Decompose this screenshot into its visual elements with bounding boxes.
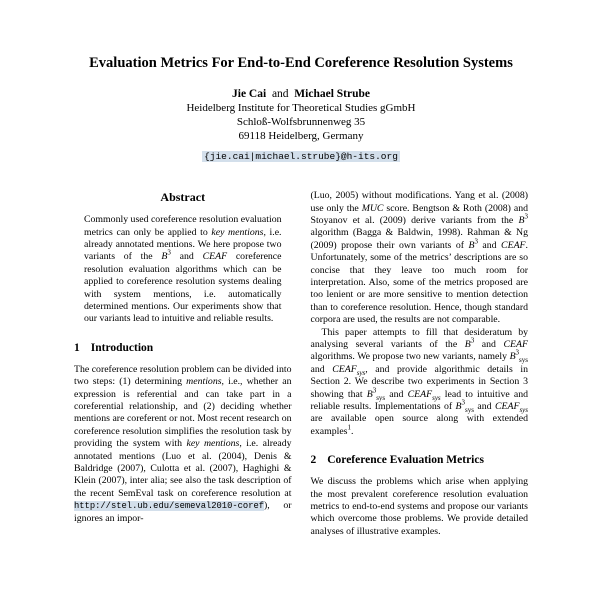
contribution-paragraph: This paper attempts to fill that desideratum by analysing several variants of the $B^3$ and CEAF algorithms. We propose two new variants, namely $B^3_{sys}$ and $CEAF_{sys}$, and provide algorithmic details in Section 2. We describe two experiments in Section 3 showing that $B^3_{sys}$ and $CEAF_{sys}$ lead to intuitive and reliable results. Implementations of $B^3_{sys}$ and $CEAF_{sys}$ are available open source along with extended examples$^1$. [310, 326, 529, 437]
paper-header [74, 54, 528, 164]
section-2-number: 2 [310, 454, 317, 467]
section-2-heading [311, 453, 529, 467]
affiliation-line-1: Heidelberg Institute for Theoretical Studies gGmbH [186, 102, 416, 115]
authors-line: Jie Cai and Michael Strube [232, 88, 370, 101]
affiliation-line-2: Schloß-Wolfsbrunnenweg 35 [236, 116, 366, 129]
email-line [74, 146, 528, 164]
paper-title: Evaluation Metrics For End-to-End Coreference Resolution Systems [89, 55, 513, 71]
affiliation-line-3: 69118 Heidelberg, Germany [238, 130, 364, 143]
abstract-text: Commonly used coreference resolution evaluation metrics can only be applied to key mentions, i.e. already annotated mentions. We here propose two variants of the $B^3$ and CEAF coreference resolution evaluation algorithms which can be applied to coreference resolution systems dealing with system mentions, i.e. automatically determined mentions. Our experiments show that our variants lead to intuitive and reliable results. [84, 214, 282, 325]
section-2-title: Coreference Evaluation Metrics [327, 454, 484, 467]
left-column [74, 190, 292, 538]
introduction-paragraph: The coreference resolution problem can be divided into two steps: (1) determining mentions, i.e., whether an expression is referential and can take part in a coreferential relationship, and (2) deciding whether mentions are coreferent or not. Most recent research on coreference resolution simplifies the resolution task by providing the system with key mentions, i.e. already annotated mentions (Luo et al. (2004), Denis & Baldridge (2007), Culotta et al. (2007), Haghighi & Klein (2007), inter alia; see also the task description of the recent SemEval task on coreference resolution at http://stel.ub.edu/semeval2010-coref), or ignores an impor- [74, 363, 292, 524]
section-1-heading [74, 341, 292, 355]
related-work-paragraph: (Luo, 2005) without modifications. Yang et al. (2008) use only the MUC score. Bengtson & Roth (2008) and Stoyanov et al. (2009) derive variants from the $B^3$ algorithm (Bagga & Baldwin, 1998). Rahman & Ng (2009) propose their own variants of $B^3$ and CEAF. Unfortunately, some of the metrics’ descriptions are so concise that they leave too much room for interpretation. Also, some of the metrics proposed are too lenient or are more sensitive to mention detection than to coreference resolution. Hence, though standard corpora are used, the results are not comparable. [310, 190, 529, 326]
semeval-url-link[interactable]: http://stel.ub.edu/semeval2010-coref [74, 501, 265, 512]
abstract-heading: Abstract [160, 190, 206, 205]
email-link[interactable]: {jie.cai|michael.strube}@h-its.org [204, 151, 398, 163]
section-1-number: 1 [74, 341, 80, 354]
section-1-title: Introduction [90, 341, 154, 354]
right-column [311, 190, 529, 538]
two-column-body [74, 190, 528, 538]
section-2-paragraph: We discuss the problems which arise when applying the most prevalent coreference resolution evaluation metrics to end-to-end systems and propose our variants which overcome those problems. We provide detailed analyses of illustrative examples. [310, 476, 528, 537]
